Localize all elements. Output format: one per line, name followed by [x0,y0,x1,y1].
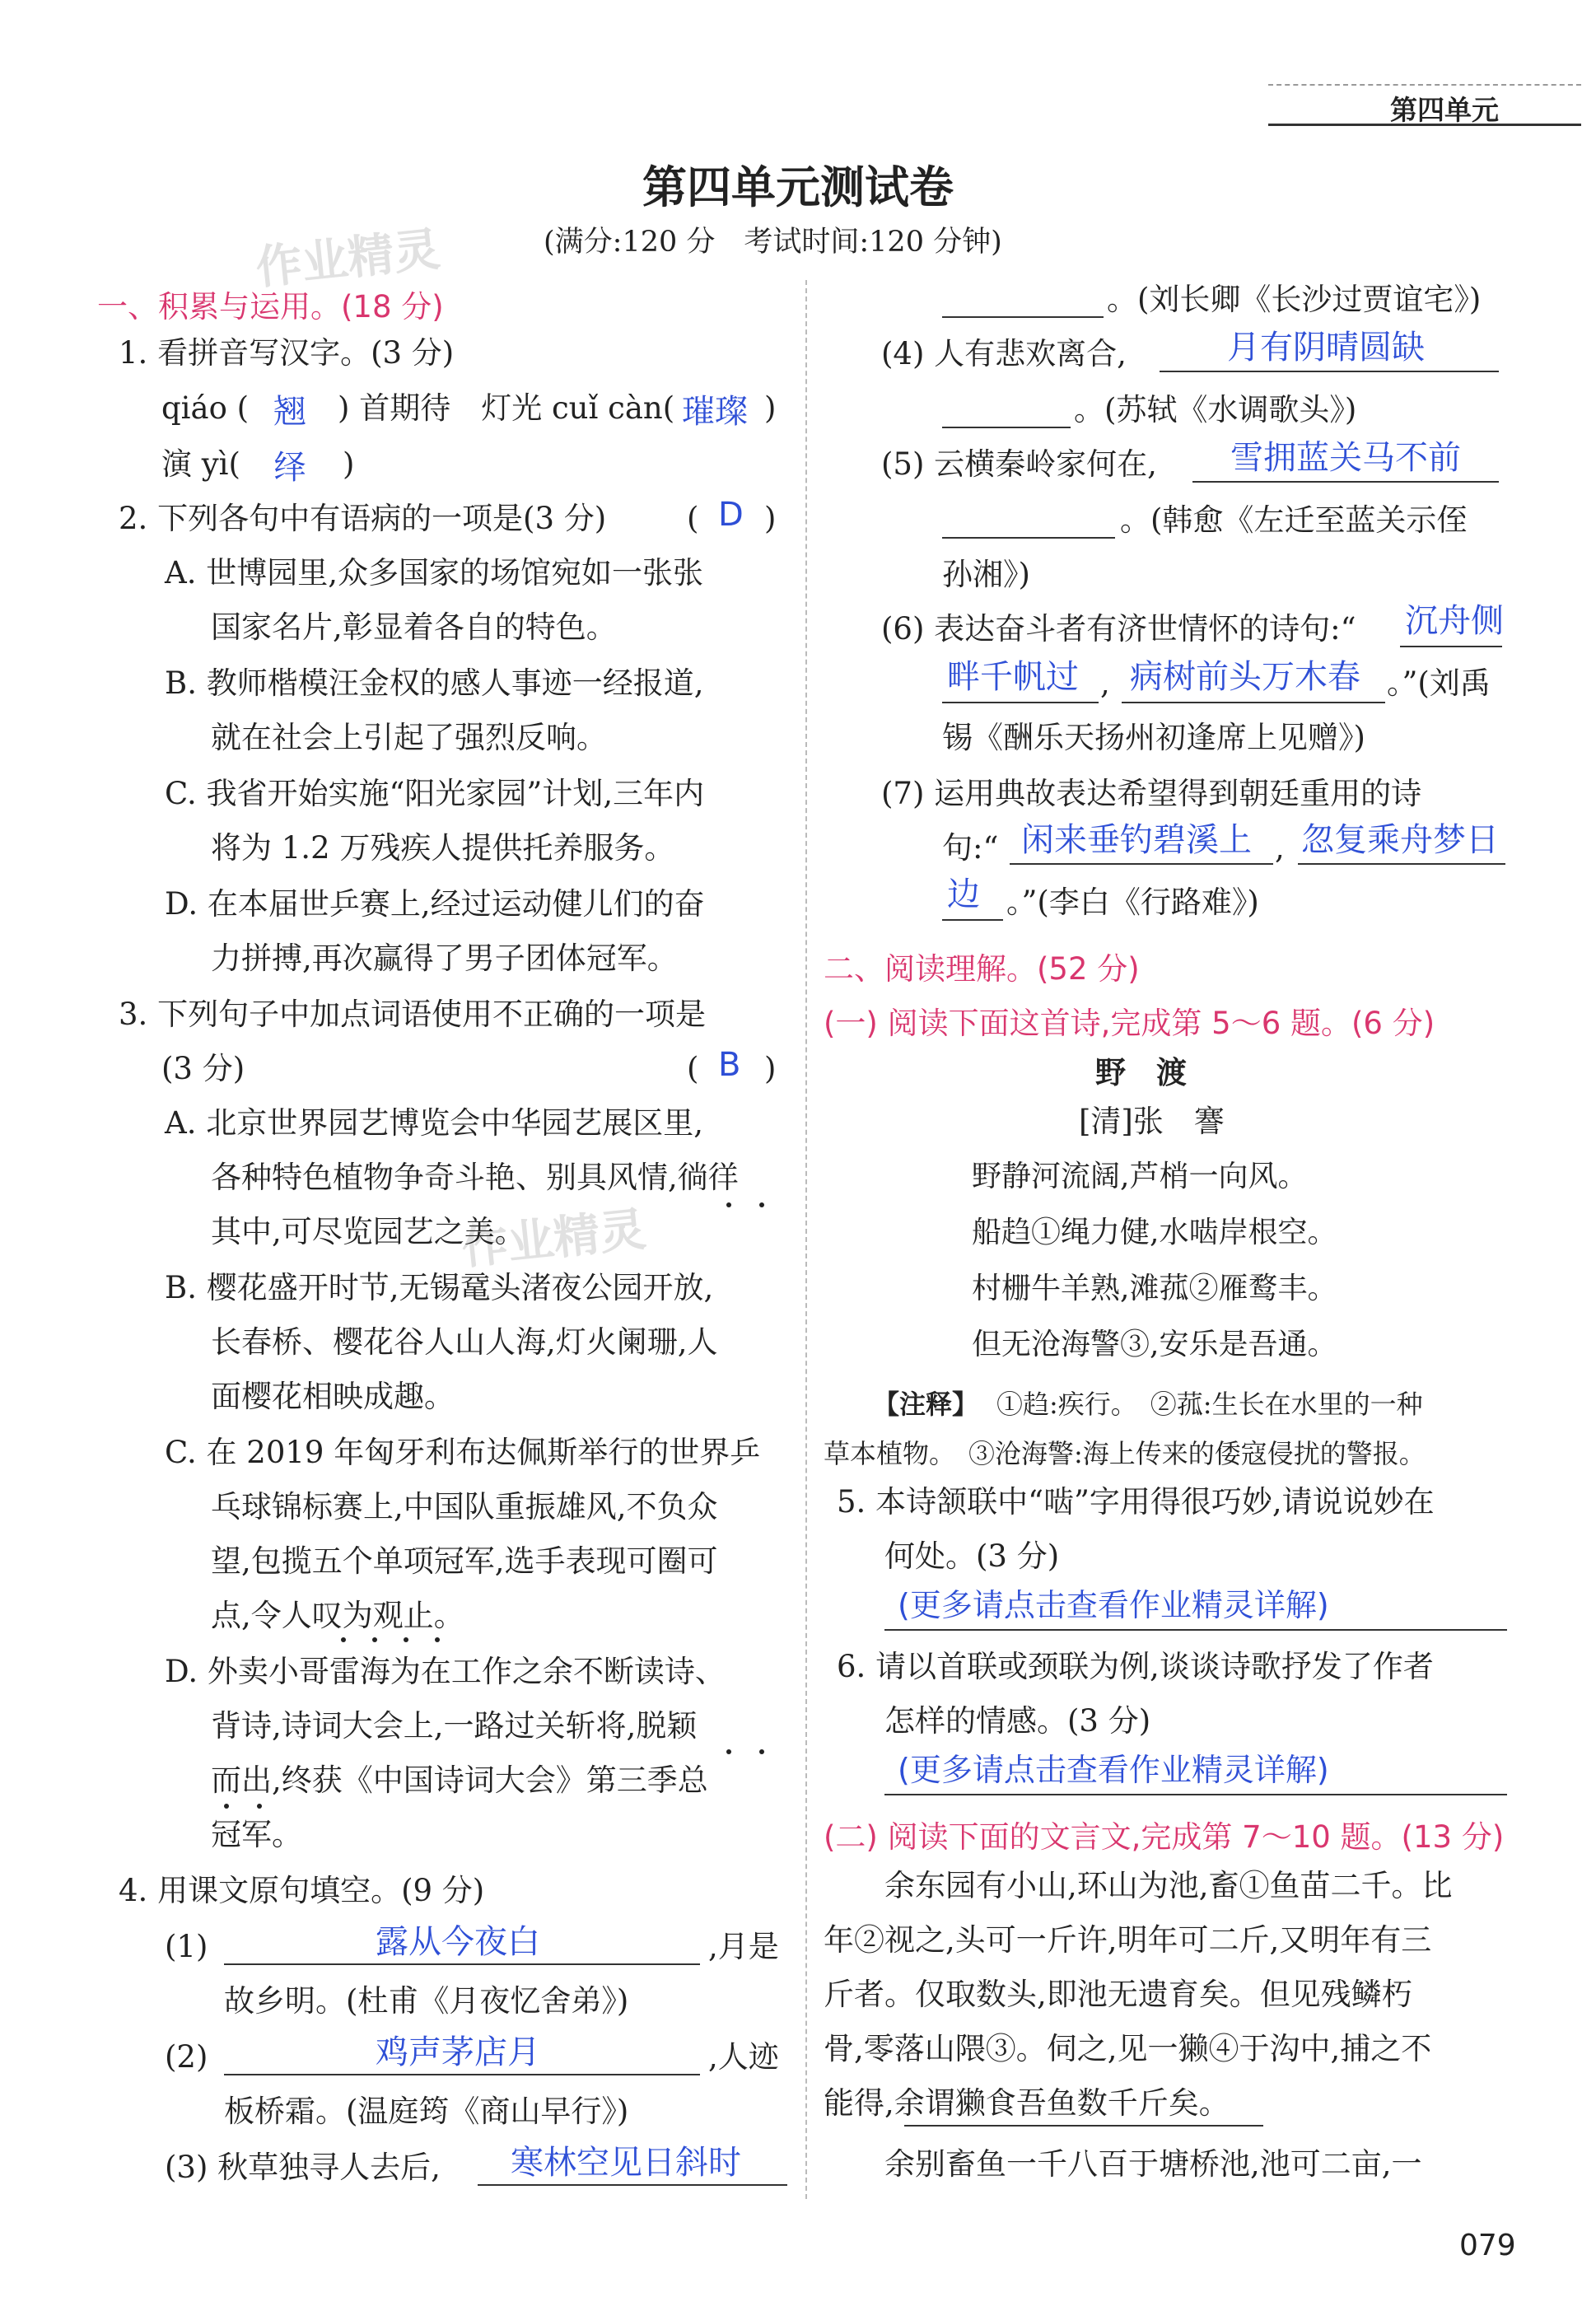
q4-item2-no: (2) [165,2039,208,2075]
q4-item4-source: 。(苏轼《水调歌头》) [1074,392,1357,427]
q4-item3-source: 。(刘长卿《长沙过贾谊宅》) [1107,282,1482,317]
q3-stem-1: 3. 下列句子中加点词语使用不正确的一项是 [119,997,707,1032]
q4-item1-answer: 露从今夜白 [376,1923,540,1961]
q6-answer-link[interactable]: (更多请点击查看作业精灵详解) [898,1752,1329,1788]
prose-line-5: 能得,余谓獭食吾鱼数千斤矣。 [824,2085,1230,2121]
prose-line-1: 余东园有小山,环山为池,畜①鱼苗二千。比 [884,1868,1453,1903]
q3-stem-2: (3 分) [161,1051,245,1086]
q4-item7-answer1: 闲来垂钓碧溪上 [1021,821,1252,859]
prose-underline [904,2125,1263,2127]
q4-item5-source-2: 孙湘》) [942,557,1030,592]
page-subtitle: (满分:120 分 考试时间:120 分钟) [544,226,1002,259]
q3-option-b-3: 面樱花相映成趣。 [211,1379,455,1414]
q2-paren-left: ( [687,501,699,536]
emphasis-dot [224,1804,229,1809]
q4-item7-lead-1: (7) 运用典故表达希望得到朝廷重用的诗 [881,776,1422,811]
q4-item1-no: (1) [165,1929,208,1964]
q3-paren-left: ( [687,1051,699,1086]
emphasis-dot [257,1804,262,1809]
q3-option-b-2: 长春桥、樱花谷人山人海,灯火阑珊,人 [211,1324,718,1360]
q3-option-c-2: 乓球锦标赛上,中国队重振雄风,不负众 [211,1489,718,1524]
q2-paren-right: ) [764,501,777,536]
q4-item6-lead: (6) 表达奋斗者有济世情怀的诗句:“ [881,611,1356,647]
q4-item3-blank-cont [942,316,1104,318]
watermark-logo: 作业精灵 [253,222,443,296]
q4-item5-lead: (5) 云横秦岭家何在, [881,446,1157,482]
q4-item4-lead: (4) 人有悲欢离合, [881,336,1127,371]
q2-option-a-2: 国家名片,彰显着各自的特色。 [211,609,617,645]
q4-item5-source-1: 。(韩愈《左迁至蓝关示侄 [1120,502,1468,538]
q5-stem-1: 5. 本诗颔联中“啮”字用得很巧妙,请说说妙在 [837,1484,1435,1520]
emphasis-dot [759,1749,764,1754]
part1-heading: (一) 阅读下面这首诗,完成第 5～6 题。(6 分) [824,1006,1435,1041]
note-line-1: ①趋:疾行。 ②菰:生长在水里的一种 [996,1389,1423,1420]
section1-heading: 一、积累与运用。(18 分) [97,289,444,324]
emphasis-dot [726,1749,731,1754]
q4-item4-blank-cont [942,427,1071,428]
q4-item3-answer: 寒林空见日斜时 [511,2144,741,2182]
q4-item2-answer: 鸡声茅店月 [376,2033,540,2071]
poem-line-1: 野静河流阔,芦梢一向风。 [972,1160,1308,1193]
q4-item6-answer1: 沉舟侧 [1405,602,1504,640]
q2-answer: D [718,496,744,534]
q3-option-d-3: 而出,终获《中国诗词大会》第三季总 [211,1762,708,1798]
emphasis-dot [372,1637,377,1642]
q2-option-c-1: C. 我省开始实施“阳光家园”计划,三年内 [165,776,705,811]
q4-stem: 4. 用课文原句填空。(9 分) [119,1873,485,1908]
q5-answer-link[interactable]: (更多请点击查看作业精灵详解) [898,1587,1329,1623]
header-rule [1268,124,1581,126]
q3-option-d-1: D. 外卖小哥雷海为在工作之余不断读诗、 [165,1654,726,1689]
poem-author: [清]张 謇 [1079,1104,1225,1139]
poem-line-4: 但无沧海警③,安乐是吾通。 [972,1328,1337,1361]
q4-item6-answer2: 畔千帆过 [947,658,1079,696]
q4-item7-answer3: 边 [947,875,980,913]
page-number: 079 [1459,2229,1516,2262]
q1-answer3: 绎 [273,449,306,487]
q4-item4-blank [1160,371,1499,372]
q4-item7-blank2 [1298,863,1505,865]
q4-item2-tail: ,人迹 [708,2039,779,2075]
poem-line-2: 船趋①绳力健,水啮岸根空。 [972,1216,1337,1249]
q4-item7-comma: , [1275,830,1285,866]
part2-heading: (二) 阅读下面的文言文,完成第 7～10 题。(13 分) [824,1819,1505,1855]
section2-heading: 二、阅读理解。(52 分) [824,951,1140,987]
q6-stem-2: 怎样的情感。(3 分) [884,1703,1151,1739]
q4-item7-lead-2: 句:“ [942,830,999,866]
q3-paren-right: ) [764,1051,777,1086]
q4-item6-blank3 [1122,702,1385,703]
q3-option-a-1: A. 北京世界园艺博览会中华园艺展区里, [165,1105,704,1141]
q4-item7-blank3 [942,919,1003,921]
q2-option-c-2: 将为 1.2 万残疾人提供托养服务。 [211,830,675,866]
q4-item6-blank1 [1400,646,1502,647]
q4-item2-blank [224,2074,700,2075]
q1-part4: 演 yì( [161,446,240,482]
q3-option-d-2: 背诗,诗词大会上,一路过关斩将,脱颖 [211,1708,698,1744]
q1-part5: ) [343,446,355,482]
note-label: 【注释】 [873,1389,979,1420]
q2-option-a-1: A. 世博园里,众多国家的场馆宛如一张张 [165,555,704,591]
emphasis-dot [726,1202,731,1207]
q1-stem: 1. 看拼音写汉字。(3 分) [119,335,455,371]
q6-answer-line [884,1794,1507,1795]
header-dashed-line [1268,84,1581,86]
q5-stem-2: 何处。(3 分) [884,1538,1060,1574]
q5-answer-line [884,1629,1507,1631]
prose-line-3: 斤者。仅取数头,即池无遗育矣。但见残鳞朽 [824,1977,1412,2012]
q4-item6-blank2 [942,702,1099,703]
page-title: 第四单元测试卷 [642,161,954,213]
emphasis-dot [435,1637,440,1642]
q3-option-c-3: 望,包揽五个单项冠军,选手表现可圈可 [211,1543,718,1579]
q3-option-b-1: B. 樱花盛开时节,无锡鼋头渚夜公园开放, [165,1270,714,1305]
note-line-2: 草本植物。 ③沧海警:海上传来的倭寇侵扰的警报。 [824,1438,1426,1469]
q4-item6-tail: 。”(刘禹 [1387,665,1491,701]
q2-option-d-1: D. 在本届世乒赛上,经过运动健儿们的奋 [165,886,705,922]
q2-option-b-2: 就在社会上引起了强烈反响。 [211,720,607,755]
poem-title: 野 渡 [1095,1055,1187,1090]
q4-item7-answer2: 忽复乘舟梦日 [1301,821,1499,859]
q3-option-c-4: 点,令人叹为观止。 [211,1598,464,1633]
q4-item6-source: 锡《酬乐天扬州初逢席上见赠》) [942,720,1365,755]
q4-item6-answer3: 病树前头万木春 [1130,658,1360,696]
q1-part1: qiáo ( [161,390,250,426]
q4-item3-blank [478,2184,787,2186]
prose-line-2: 年②视之,头可一斤许,明年可二斤,又明年有三 [824,1922,1432,1958]
q1-part2: ) 首期待 灯光 cuǐ càn( [338,390,675,426]
q1-part3: ) [764,390,777,426]
q4-item3-lead: (3) 秋草独寻人去后, [165,2150,441,2185]
q4-item7-tail: 。”(李白《行路难》) [1006,885,1259,920]
q1-answer1: 翘 [273,393,306,431]
column-divider [805,280,807,2199]
q3-option-a-2: 各种特色植物争奇斗艳、别具风情,徜徉 [211,1160,739,1195]
prose-line-6: 余别畜鱼一千八百于塘桥池,池可二亩,一 [884,2146,1422,2182]
q1-answer2: 璀璨 [682,393,748,431]
q6-stem-1: 6. 请以首联或颈联为例,谈谈诗歌抒发了作者 [837,1649,1434,1684]
q4-item5-blank-cont [942,537,1115,539]
q2-option-b-1: B. 教师楷模汪金权的感人事迹一经报道, [165,665,704,701]
emphasis-dot [341,1637,346,1642]
q4-item1-tail: ,月是 [708,1929,779,1964]
q4-item6-comma: , [1100,665,1110,701]
emphasis-dot [759,1202,764,1207]
q4-item2-source: 板桥霜。(温庭筠《商山早行》) [224,2094,629,2129]
q4-item5-answer: 雪拥蓝关马不前 [1230,439,1461,477]
q4-item4-answer: 月有阴晴圆缺 [1227,329,1425,366]
q4-item1-source: 故乡明。(杜甫《月夜忆舍弟》) [224,1983,629,2019]
q4-item5-blank [1192,481,1499,483]
poem-line-3: 村栅牛羊熟,滩菰②雁鹜丰。 [972,1272,1337,1305]
watermark-logo-2: 作业精灵 [459,1202,649,1276]
q4-item1-blank [224,1963,700,1965]
q3-option-c-1: C. 在 2019 年匈牙利布达佩斯举行的世界乒 [165,1435,761,1470]
q2-option-d-2: 力拼搏,再次赢得了男子团体冠军。 [211,941,678,976]
q4-item7-blank1 [1010,863,1273,865]
emphasis-dot [404,1637,408,1642]
unit-tab: 第四单元 [1390,94,1499,126]
prose-line-4: 骨,零落山隈③。伺之,见一獭④于沟中,捕之不 [824,2031,1432,2066]
q3-option-a-3: 其中,可尽览园艺之美。 [211,1214,525,1249]
q2-stem: 2. 下列各句中有语病的一项是(3 分) [119,501,607,536]
q3-option-d-4: 冠军。 [211,1817,302,1852]
q3-answer: B [718,1046,741,1084]
